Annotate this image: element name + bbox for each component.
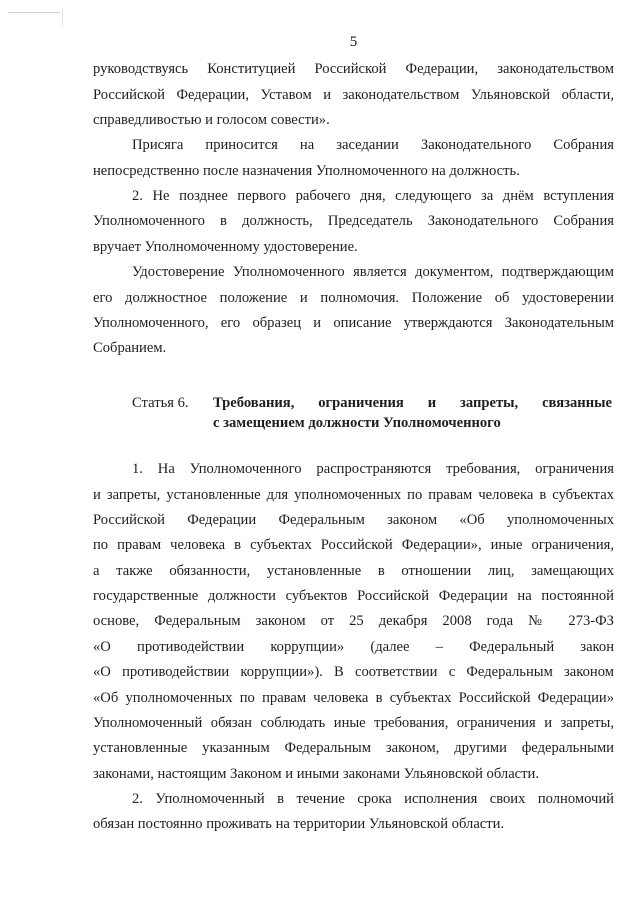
text-line: непосредственно после назначения Уполномоченного на должность. <box>93 162 520 179</box>
text-line: «О противодействии коррупции»). В соответствии с Федеральным законом <box>93 664 614 681</box>
page-number: 5 <box>349 34 358 50</box>
text-line: по правам человека в субъектах Российской Федерации», иные ограничения, <box>93 537 614 554</box>
text-line: законами, настоящим Законом и иными законами Ульяновской области. <box>93 765 539 782</box>
text-line: его должностное положение и полномочия. Положение об удостоверении <box>93 289 614 306</box>
paragraph-item-2-certificate <box>93 184 614 260</box>
text-line: основе, Федеральным законом от 25 декабря 2008 года № 273-ФЗ <box>93 613 614 630</box>
text-line: 2. Не позднее первого рабочего дня, следующего за днём вступления <box>132 188 614 205</box>
scan-artifact <box>62 9 63 27</box>
body-text-article-6 <box>93 457 614 837</box>
text-line: Уполномоченный обязан соблюдать иные требования, ограничения и запреты, <box>93 714 614 731</box>
paragraph-item-1-requirements <box>93 457 614 787</box>
text-line: Российской Федерации Федеральным законом «Об уполномоченных <box>93 512 614 529</box>
paragraph-oath-continuation <box>93 57 614 133</box>
article-title <box>213 393 612 434</box>
text-line: и запреты, установленные для уполномоченных по правам человека в субъектах <box>93 486 614 503</box>
text-line: руководствуясь Конституцией Российской Федерации, законодательством <box>93 61 614 78</box>
text-line: справедливостью и голосом совести». <box>93 112 330 129</box>
text-line: Присяга приносится на заседании Законодательного Собрания <box>132 137 614 154</box>
text-line: Собранием. <box>93 340 167 357</box>
text-line: «О противодействии коррупции» (далее – Федеральный закон <box>93 638 614 655</box>
text-line: вручает Уполномоченному удостоверение. <box>93 238 358 255</box>
paragraph-oath-procedure <box>93 133 614 184</box>
text-line: обязан постоянно проживать на территории Ульяновской области. <box>93 816 505 833</box>
text-line: Российской Федерации, Уставом и законодательством Ульяновской области, <box>93 86 614 103</box>
scan-artifact <box>8 12 60 13</box>
article-title-line: с замещением должности Уполномоченного <box>213 415 501 432</box>
text-line: установленные указанным Федеральным законом, другими федеральными <box>93 740 614 757</box>
paragraph-certificate-description <box>93 260 614 361</box>
text-line: Уполномоченного, его образец и описание утверждаются Законодательным <box>93 314 614 331</box>
text-line: 1. На Уполномоченного распространяются требования, ограничения <box>132 461 614 478</box>
text-line: «Об уполномоченных по правам человека в субъектах Российской Федерации» <box>93 689 614 706</box>
text-line: Удостоверение Уполномоченного является документом, подтверждающим <box>132 264 614 281</box>
text-line: 2. Уполномоченный в течение срока исполнения своих полномочий <box>132 790 614 807</box>
body-text-top <box>93 57 614 361</box>
article-title-line: Требования, ограничения и запреты, связанные <box>213 394 612 411</box>
paragraph-item-2-residence <box>93 787 614 838</box>
text-line: а также обязанности, установленные в отношении лиц, замещающих <box>93 562 614 579</box>
text-line: Уполномоченного в должность, Председатель Законодательного Собрания <box>93 213 614 230</box>
article-label: Статья 6. <box>132 394 189 411</box>
text-line: государственные должности субъектов Российской Федерации на постоянной <box>93 588 614 605</box>
